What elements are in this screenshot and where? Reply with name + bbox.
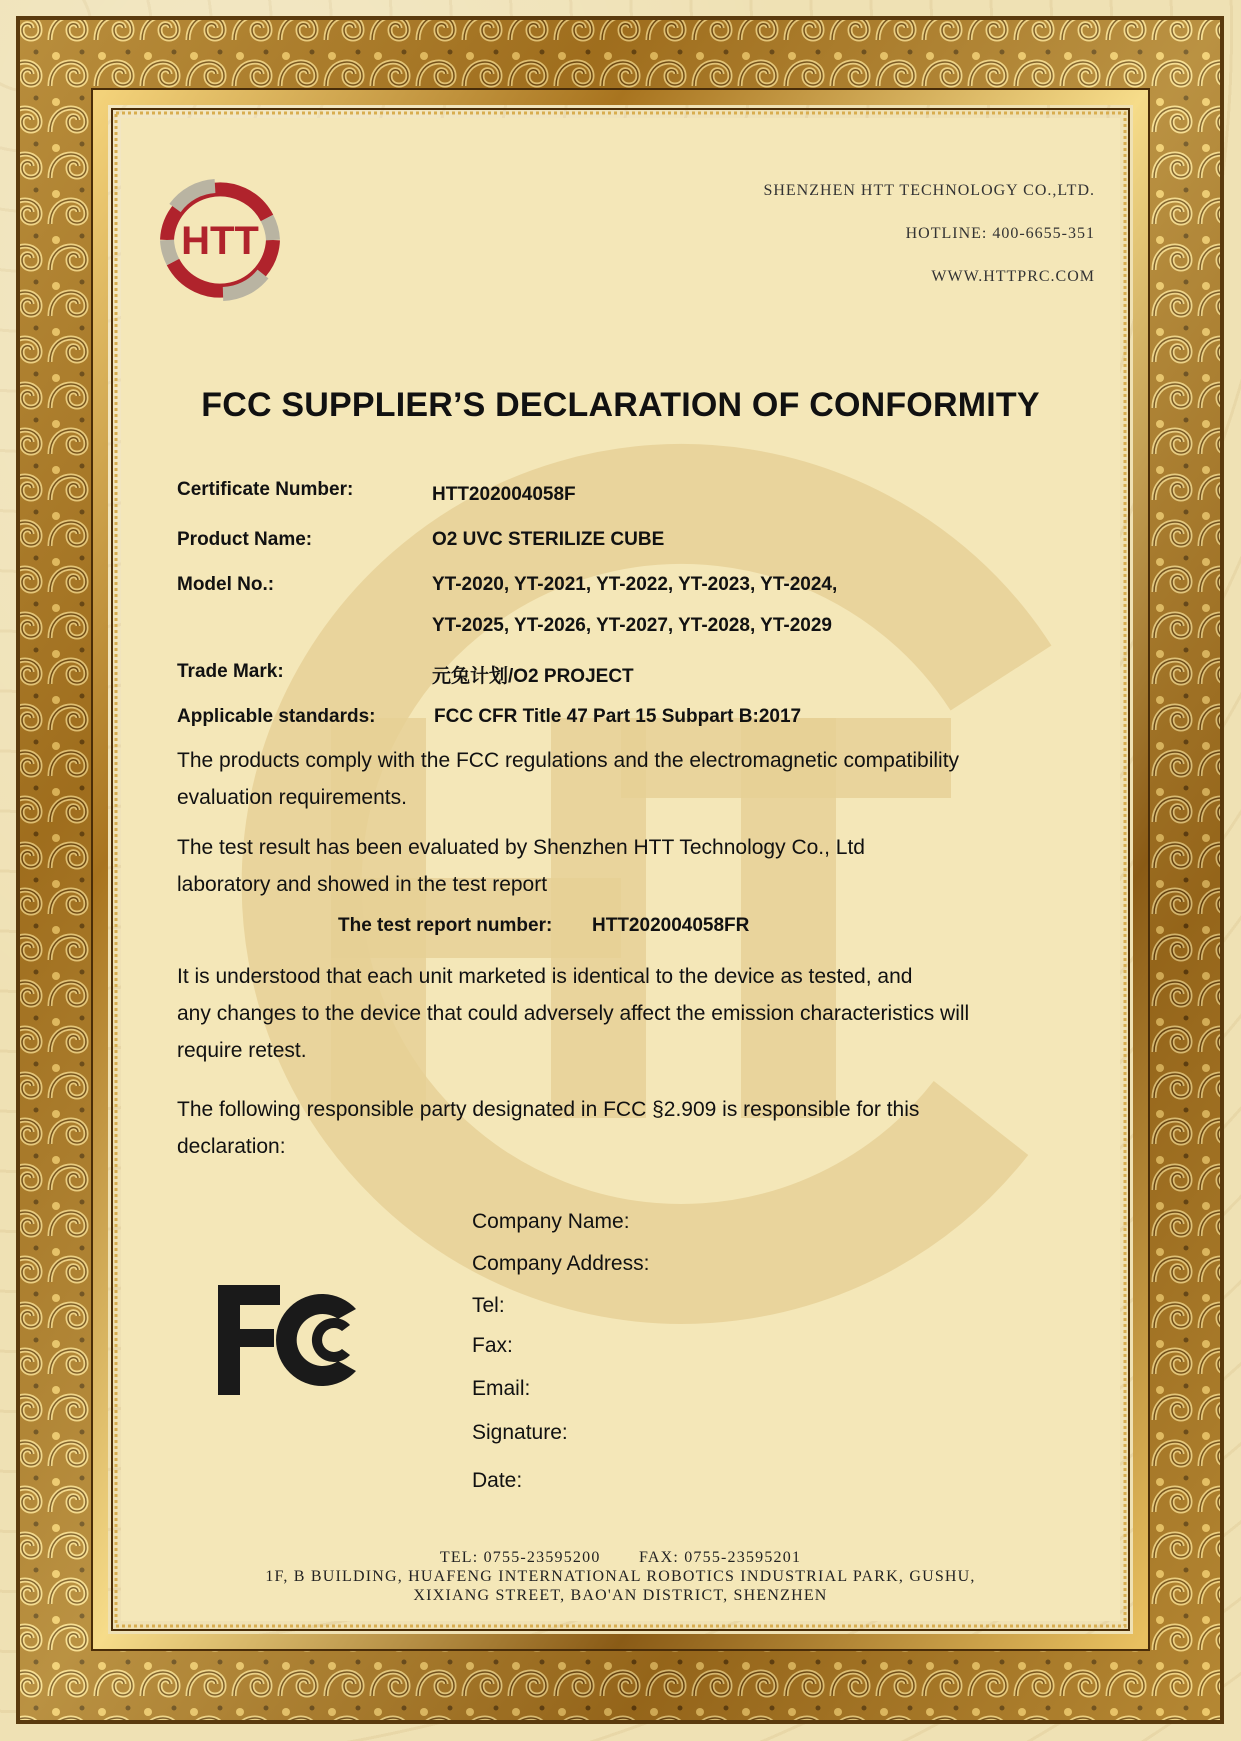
fcc-logo [218,1285,364,1395]
email-field: Email: [472,1377,531,1400]
tel-field: Tel: [472,1294,505,1317]
product-name-value: O2 UVC STERILIZE CUBE [432,529,665,550]
fax-field: Fax: [472,1334,513,1357]
standards-label: Applicable standards: [177,706,376,727]
model-no-value-line2: YT-2025, YT-2026, YT-2027, YT-2028, YT-2029 [432,615,832,636]
comply-line-1: The products comply with the FCC regulations and the electromagnetic compatibility [177,749,960,772]
product-name-label: Product Name: [177,529,313,550]
website: WWW.HTTPRC.COM [931,268,1095,285]
footer-contact [0,1549,1241,1567]
comply-line-2: evaluation requirements. [177,786,407,809]
identical-line-1: It is understood that each unit marketed is identical to the device as tested, and [177,965,913,988]
evaluated-line-2: laboratory and showed in the test report [177,873,548,896]
footer-address-line-2: XIXIANG STREET, BAO'AN DISTRICT, SHENZHEN [413,1587,828,1604]
page-title: FCC SUPPLIER’S DECLARATION OF CONFORMITY [201,386,1040,424]
company-name-header: SHENZHEN HTT TECHNOLOGY CO.,LTD. [763,182,1095,199]
identical-line-3: require retest. [177,1039,307,1062]
model-no-label: Model No.: [177,574,275,595]
report-number-label: The test report number: [338,915,553,936]
trade-mark-label: Trade Mark: [177,661,284,682]
company-address-field: Company Address: [472,1252,650,1275]
evaluated-line-1: The test result has been evaluated by Shenzhen HTT Technology Co., Ltd [177,836,865,859]
certificate-number-value: HTT202004058F [432,484,576,505]
footer-tel: TEL: 0755-23595200 [439,1549,601,1566]
trade-mark-value: 元兔计划/O2 PROJECT [432,666,634,687]
footer-fax: FAX: 0755-23595201 [638,1549,802,1566]
htt-logo [155,178,285,304]
party-line-1: The following responsible party designated in FCC §2.909 is responsible for this [177,1098,920,1121]
hotline: HOTLINE: 400-6655-351 [905,225,1095,242]
report-number-value: HTT202004058FR [592,915,750,936]
footer-address-line-1: 1F, B BUILDING, HUAFENG INTERNATIONAL ROBOTICS INDUSTRIAL PARK, GUSHU, [265,1568,976,1585]
model-no-value-line1: YT-2020, YT-2021, YT-2022, YT-2023, YT-2024, [432,574,838,595]
date-field: Date: [472,1469,523,1492]
htt-logo-text: HTT [181,219,259,263]
signature-field: Signature: [472,1421,568,1444]
standards-value: FCC CFR Title 47 Part 15 Subpart B:2017 [434,706,802,727]
certificate-number-label: Certificate Number: [177,479,354,500]
company-name-field: Company Name: [472,1210,630,1233]
identical-line-2: any changes to the device that could adversely affect the emission characteristics will [177,1002,970,1025]
party-line-2: declaration: [177,1135,286,1158]
